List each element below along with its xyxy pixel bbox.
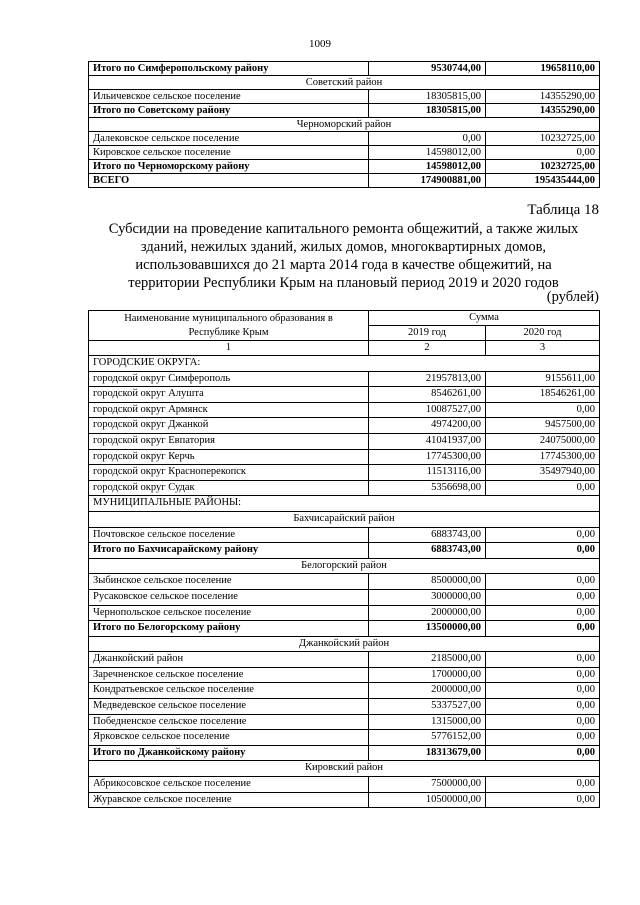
value-2020-cell: 10232725,00: [486, 160, 600, 174]
name-cell: Далековское сельское поселение: [89, 132, 369, 146]
value-2020-cell: 0,00: [486, 730, 600, 746]
value-2020-cell: 0,00: [486, 792, 600, 808]
name-cell: Журавское сельское поселение: [89, 792, 369, 808]
value-2019-cell: 14598012,00: [369, 146, 486, 160]
name-cell: Победненское сельское поселение: [89, 714, 369, 730]
name-cell: Итого по Советскому району: [89, 104, 369, 118]
table-row: [89, 777, 600, 793]
table-row: [89, 90, 600, 104]
name-cell: Ярковское сельское поселение: [89, 730, 369, 746]
total-row: [89, 621, 600, 637]
value-2020-cell: 195435444,00: [486, 174, 600, 188]
caption-title: ГОРОДСКИЕ ОКРУГА:: [89, 356, 600, 372]
section-row: [89, 118, 600, 132]
value-2019-cell: 9530744,00: [369, 62, 486, 76]
name-cell: городской округ Керчь: [89, 449, 369, 465]
section-title: Белогорский район: [89, 558, 600, 574]
header-sum: Сумма: [369, 311, 600, 326]
value-2020-cell: 0,00: [486, 714, 600, 730]
value-2019-cell: 0,00: [369, 132, 486, 146]
name-cell: Итого по Симферопольскому району: [89, 62, 369, 76]
header-col-3: 3: [486, 341, 600, 356]
title-line: территории Республики Крым на плановый период 2019 и 2020 годов: [128, 275, 559, 291]
total-row: [89, 160, 600, 174]
table-row: [89, 605, 600, 621]
title-line: зданий, нежилых зданий, жилых домов, многоквартирных домов,: [140, 239, 547, 255]
value-2020-cell: 0,00: [486, 777, 600, 793]
value-2020-cell: 0,00: [486, 589, 600, 605]
caption-row: [89, 356, 600, 372]
value-2019-cell: 8500000,00: [369, 574, 486, 590]
value-2019-cell: 41041937,00: [369, 433, 486, 449]
table-row: [89, 433, 600, 449]
name-cell: городской округ Симферополь: [89, 371, 369, 387]
section-title: Советский район: [89, 76, 600, 90]
value-2019-cell: 13500000,00: [369, 621, 486, 637]
section-title: Кировский район: [89, 761, 600, 777]
value-2019-cell: 5356698,00: [369, 480, 486, 496]
value-2020-cell: 0,00: [486, 480, 600, 496]
value-2020-cell: 17745300,00: [486, 449, 600, 465]
continued-table: [88, 61, 600, 188]
table-row: [89, 667, 600, 683]
value-2020-cell: 0,00: [486, 402, 600, 418]
caption-row: [89, 496, 600, 512]
value-2020-cell: 0,00: [486, 574, 600, 590]
value-2020-cell: 19658110,00: [486, 62, 600, 76]
table-row: [89, 418, 600, 434]
section-title: Джанкойский район: [89, 636, 600, 652]
table-row: [89, 527, 600, 543]
total-row: [89, 62, 600, 76]
name-cell: городской округ Армянск: [89, 402, 369, 418]
value-2020-cell: 0,00: [486, 652, 600, 668]
table-row: [89, 132, 600, 146]
header-col-2: 2: [369, 341, 486, 356]
total-row: [89, 745, 600, 761]
name-cell: Джанкойский район: [89, 652, 369, 668]
value-2019-cell: 18305815,00: [369, 104, 486, 118]
name-cell: городской округ Судак: [89, 480, 369, 496]
value-2020-cell: 9457500,00: [486, 418, 600, 434]
value-2019-cell: 2185000,00: [369, 652, 486, 668]
value-2019-cell: 5776152,00: [369, 730, 486, 746]
value-2020-cell: 24075000,00: [486, 433, 600, 449]
page-number: 1009: [309, 38, 331, 50]
total-row: [89, 174, 600, 188]
value-2019-cell: 6883743,00: [369, 543, 486, 559]
header-name-cell: [89, 311, 369, 341]
header-col-1: 1: [89, 341, 369, 356]
value-2020-cell: 0,00: [486, 621, 600, 637]
value-2019-cell: 4974200,00: [369, 418, 486, 434]
section-title: Черноморский район: [89, 118, 600, 132]
section-title: Бахчисарайский район: [89, 511, 600, 527]
total-row: [89, 104, 600, 118]
name-cell: городской округ Евпатория: [89, 433, 369, 449]
header-year-2019: 2019 год: [369, 326, 486, 341]
table-title: [88, 220, 599, 292]
value-2019-cell: 3000000,00: [369, 589, 486, 605]
value-2019-cell: 174900881,00: [369, 174, 486, 188]
name-cell: Кондратьевское сельское поселение: [89, 683, 369, 699]
table-row: [89, 387, 600, 403]
value-2020-cell: 0,00: [486, 146, 600, 160]
section-row: [89, 761, 600, 777]
name-cell: городской округ Красноперекопск: [89, 465, 369, 481]
value-2020-cell: 0,00: [486, 683, 600, 699]
value-2020-cell: 0,00: [486, 699, 600, 715]
name-cell: городской округ Алушта: [89, 387, 369, 403]
value-2019-cell: 18313679,00: [369, 745, 486, 761]
value-2020-cell: 35497940,00: [486, 465, 600, 481]
table-row: [89, 465, 600, 481]
value-2019-cell: 8546261,00: [369, 387, 486, 403]
subsidy-table: [88, 310, 600, 808]
table-row: [89, 480, 600, 496]
table-row: [89, 714, 600, 730]
name-cell: Русаковское сельское поселение: [89, 589, 369, 605]
name-cell: Абрикосовское сельское поселение: [89, 777, 369, 793]
value-2019-cell: 21957813,00: [369, 371, 486, 387]
caption-title: МУНИЦИПАЛЬНЫЕ РАЙОНЫ:: [89, 496, 600, 512]
value-2020-cell: 0,00: [486, 745, 600, 761]
value-2019-cell: 18305815,00: [369, 90, 486, 104]
name-cell: городской округ Джанкой: [89, 418, 369, 434]
value-2020-cell: 0,00: [486, 527, 600, 543]
title-line: Субсидии на проведение капитального ремонта общежитий, а также жилых: [108, 221, 579, 237]
value-2020-cell: 0,00: [486, 605, 600, 621]
value-2019-cell: 2000000,00: [369, 683, 486, 699]
value-2019-cell: 11513116,00: [369, 465, 486, 481]
header-name-line1: Наименование муниципального образования в: [124, 312, 333, 324]
units-label: (рублей): [546, 289, 599, 305]
section-row: [89, 76, 600, 90]
value-2019-cell: 10087527,00: [369, 402, 486, 418]
value-2020-cell: 9155611,00: [486, 371, 600, 387]
value-2020-cell: 18546261,00: [486, 387, 600, 403]
value-2019-cell: 1700000,00: [369, 667, 486, 683]
table-row: [89, 699, 600, 715]
value-2020-cell: 0,00: [486, 667, 600, 683]
name-cell: Итого по Джанкойскому району: [89, 745, 369, 761]
name-cell: Ильичевское сельское поселение: [89, 90, 369, 104]
name-cell: Почтовское сельское поселение: [89, 527, 369, 543]
name-cell: Чернопольское сельское поселение: [89, 605, 369, 621]
value-2020-cell: 14355290,00: [486, 104, 600, 118]
header-name-line2: Республике Крым: [188, 326, 269, 338]
table-row: [89, 792, 600, 808]
value-2020-cell: 10232725,00: [486, 132, 600, 146]
table-row: [89, 589, 600, 605]
value-2019-cell: 6883743,00: [369, 527, 486, 543]
name-cell: Итого по Белогорскому району: [89, 621, 369, 637]
value-2019-cell: 5337527,00: [369, 699, 486, 715]
value-2019-cell: 10500000,00: [369, 792, 486, 808]
value-2019-cell: 1315000,00: [369, 714, 486, 730]
name-cell: Медведевское сельское поселение: [89, 699, 369, 715]
table-row: [89, 371, 600, 387]
name-cell: Итого по Бахчисарайскому району: [89, 543, 369, 559]
value-2020-cell: 14355290,00: [486, 90, 600, 104]
name-cell: ВСЕГО: [89, 174, 369, 188]
value-2020-cell: 0,00: [486, 543, 600, 559]
header-year-2020: 2020 год: [486, 326, 600, 341]
section-row: [89, 636, 600, 652]
table-row: [89, 402, 600, 418]
name-cell: Кировское сельское поселение: [89, 146, 369, 160]
table-row: [89, 574, 600, 590]
value-2019-cell: 17745300,00: [369, 449, 486, 465]
section-row: [89, 511, 600, 527]
table-row: [89, 449, 600, 465]
table-row: [89, 730, 600, 746]
value-2019-cell: 7500000,00: [369, 777, 486, 793]
name-cell: Итого по Черноморскому району: [89, 160, 369, 174]
value-2019-cell: 2000000,00: [369, 605, 486, 621]
table-row: [89, 652, 600, 668]
title-line: использовавшихся до 21 марта 2014 года в качестве общежитий, на: [135, 257, 552, 273]
name-cell: Зыбинское сельское поселение: [89, 574, 369, 590]
value-2019-cell: 14598012,00: [369, 160, 486, 174]
table-row: [89, 683, 600, 699]
table-row: [89, 146, 600, 160]
table-label: Таблица 18: [527, 202, 599, 218]
total-row: [89, 543, 600, 559]
section-row: [89, 558, 600, 574]
name-cell: Заречненское сельское поселение: [89, 667, 369, 683]
